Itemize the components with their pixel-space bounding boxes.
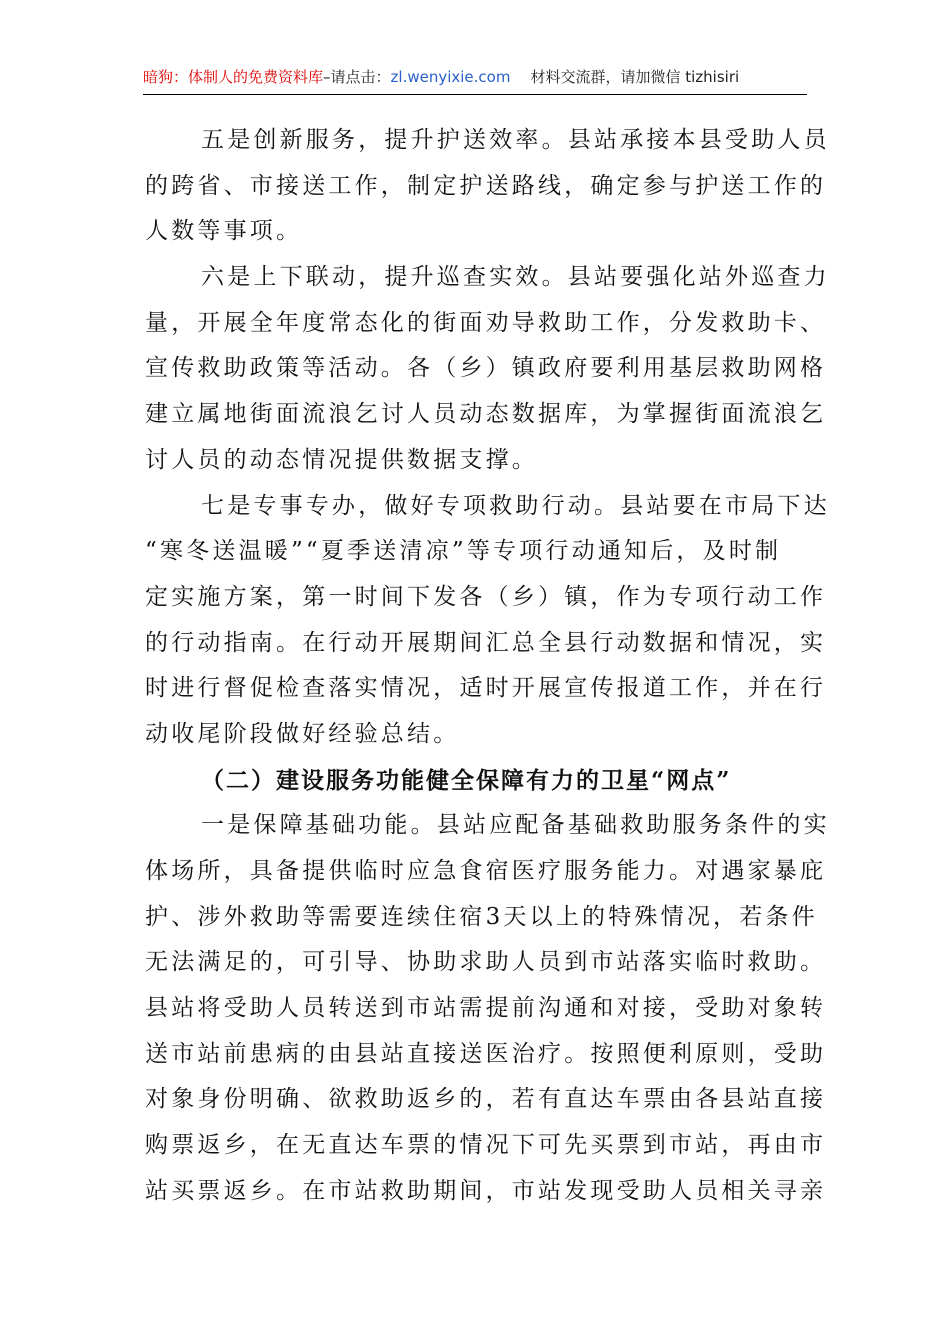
paragraph-line: 站买票返乡。在市站救助期间，市站发现受助人员相关寻亲 xyxy=(145,1177,827,1204)
paragraph-line: 六是上下联动，提升巡查实效。县站要强化站外巡查力 xyxy=(201,264,830,291)
paragraph-line: 建立属地街面流浪乞讨人员动态数据库，为掌握街面流浪乞 xyxy=(145,401,827,428)
header-url-link[interactable]: zl.wenyixie.com xyxy=(390,68,511,86)
paragraph-line: 五是创新服务，提升护送效率。县站承接本县受助人员 xyxy=(201,127,830,153)
paragraph-line: 讨人员的动态情况提供数据支撑。 xyxy=(145,446,538,473)
paragraph-line: 的行动指南。在行动开展期间汇总全县行动数据和情况，实 xyxy=(145,629,827,656)
paragraph-line: 七是专事专办，做好专项救助行动。县站要在市局下达 xyxy=(201,492,830,519)
paragraph-line: 的跨省、市接送工作，制定护送路线，确定参与护送工作的 xyxy=(145,172,827,199)
paragraph-line: 时进行督促检查落实情况，适时开展宣传报道工作，并在行 xyxy=(145,675,827,702)
section-heading: （二）建设服务功能健全保障有力的卫星“网点” xyxy=(201,766,732,794)
paragraph-line: 送市站前患病的由县站直接送医治疗。按照便利原则，受助 xyxy=(145,1040,827,1067)
paragraph-line: 一是保障基础功能。县站应配备基础救助服务条件的实 xyxy=(201,812,830,839)
paragraph-line: 体场所，具备提供临时应急食宿医疗服务能力。对遇家暴庇 xyxy=(145,858,827,884)
paragraph-line: 人数等事项。 xyxy=(145,218,303,245)
paragraph-line: 购票返乡，在无直达车票的情况下可先买票到市站，再由市 xyxy=(145,1132,827,1159)
header-brand: 暗狗：体制人的免费资料库 xyxy=(143,68,324,86)
paragraph-line: 宣传救助政策等活动。各（乡）镇政府要利用基层救助网格 xyxy=(145,355,827,382)
header-contact: 材料交流群，请加微信 tizhisiri xyxy=(530,68,740,86)
paragraph-line: 县站将受助人员转送到市站需提前沟通和对接，受助对象转 xyxy=(145,995,827,1022)
paragraph-line: 定实施方案，第一时间下发各（乡）镇，作为专项行动工作 xyxy=(145,583,827,610)
paragraph-line: 动收尾阶段做好经验总结。 xyxy=(145,720,460,747)
paragraph-line: 无法满足的，可引导、协助求助人员到市站落实临时救助。 xyxy=(145,949,827,976)
body-text xyxy=(145,118,830,1215)
header-prompt: –请点击： xyxy=(323,68,391,86)
paragraph-line: 对象身份明确、欲救助返乡的，若有直达车票由各县站直接 xyxy=(145,1086,827,1113)
paragraph-line: 护、涉外救助等需要连续住宿3天以上的特殊情况，若条件 xyxy=(145,903,818,930)
paragraph-line: “寒冬送温暖”“夏季送清凉”等专项行动通知后，及时制 xyxy=(145,538,782,565)
page-header xyxy=(143,66,807,95)
paragraph-line: 量，开展全年度常态化的街面劝导救助工作，分发救助卡、 xyxy=(145,309,827,336)
